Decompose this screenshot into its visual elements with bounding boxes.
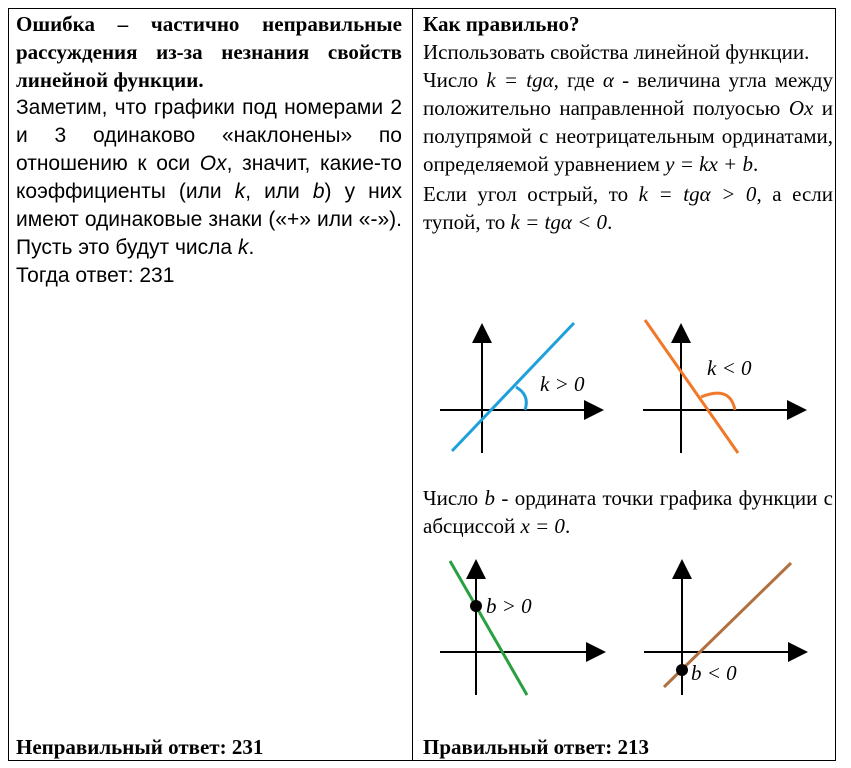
left-footer: Неправильный ответ: 231 <box>16 735 264 759</box>
p3-text-c: . <box>607 210 613 234</box>
line-negative-slope <box>645 320 738 453</box>
p2-text-c: - величина угла между положительно направленной полуосью <box>423 68 834 120</box>
intercept-point <box>676 664 688 676</box>
angle-arc <box>516 387 526 410</box>
left-heading: Ошибка – частично неправильные рассуждения из-за незнания свойств линейной функции. <box>16 12 402 92</box>
p4-text-b: - ордината точки графика функции с абсциссой <box>423 486 833 538</box>
right-heading: Как правильно? <box>423 12 580 36</box>
var-b: b <box>312 180 325 203</box>
left-body-6: Тогда ответ: 231 <box>16 264 175 287</box>
right-p4 <box>423 484 833 540</box>
right-p1: Использовать свойства линейной функции. <box>423 40 810 64</box>
var-k-2: k <box>237 236 249 259</box>
label-k-negative: k < 0 <box>707 356 752 380</box>
left-body-4: ) у них имеют одинаковые знаки («+» или «-»). Пусть это будут числа <box>16 180 402 259</box>
intercept-point <box>470 600 482 612</box>
label-k-positive: k > 0 <box>540 372 585 396</box>
formula-alpha: α <box>602 68 614 92</box>
column-divider <box>412 8 413 761</box>
right-p3 <box>423 180 833 236</box>
formula-Ox: Ox <box>788 96 814 120</box>
label-b-positive: b > 0 <box>486 594 532 618</box>
label-b-negative: b < 0 <box>691 661 737 685</box>
p3-text-a: Если угол острый, то <box>423 182 629 206</box>
line-b-positive <box>450 561 527 695</box>
formula-k-tg: k = tgα <box>486 68 554 92</box>
left-body-3: , или <box>245 180 300 203</box>
formula-line-eq: y = kx + b <box>665 152 753 176</box>
var-k: k <box>234 180 246 203</box>
p4-text-c: . <box>564 514 571 538</box>
graph-b-positive <box>432 555 617 700</box>
left-body-2: , значит, какие-то коэффициенты (или <box>16 152 402 203</box>
right-column <box>423 10 833 236</box>
right-p4-block <box>423 484 833 540</box>
right-p2 <box>423 66 833 178</box>
left-column <box>16 10 402 290</box>
p2-text-e: . <box>752 152 759 176</box>
graph-b-negative <box>638 555 818 700</box>
p2-text-b: , где <box>553 68 595 92</box>
formula-k-negative: k = tgα < 0 <box>510 210 608 234</box>
formula-x0: x = 0 <box>520 514 565 538</box>
graph-k-negative <box>635 315 815 460</box>
p3-text-b: , а если тупой, то <box>423 182 834 234</box>
formula-b: b <box>484 486 496 510</box>
graph-k-positive <box>430 315 615 460</box>
formula-k-positive: k = tgα > 0 <box>638 182 757 206</box>
left-body-1: Заметим, что графики под номерами 2 и 3 одинаково «наклонены» по отношению к оси <box>16 96 402 175</box>
left-body <box>16 94 402 290</box>
left-body-5: . <box>248 236 255 259</box>
p4-text-a: Число <box>423 486 479 510</box>
right-footer: Правильный ответ: 213 <box>423 735 649 759</box>
p2-text-a: Число <box>423 68 479 92</box>
var-Ox: Ox <box>199 152 227 175</box>
p2-text-d: и полупрямой с неотрицательным ординатами, определяемой уравнением <box>423 96 834 176</box>
